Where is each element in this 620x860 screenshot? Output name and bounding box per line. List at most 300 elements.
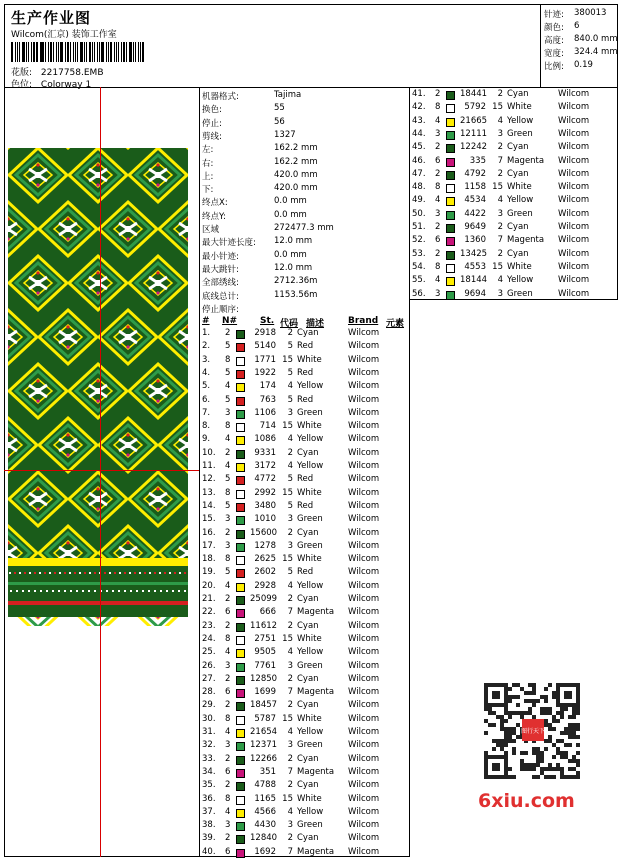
needle-number: 2: [225, 833, 231, 844]
spec-value: 56: [274, 116, 285, 127]
thread-brand: Wilcom: [348, 341, 380, 352]
border-stitch: [94, 590, 96, 592]
thread-brand: Wilcom: [348, 580, 380, 591]
barcode-bar: [101, 42, 104, 62]
thread-description: Magenta: [297, 607, 335, 618]
barcode-bar: [114, 42, 116, 62]
qr-module: [536, 775, 540, 779]
qr-module: [524, 699, 528, 703]
thread-code: 4: [287, 727, 293, 737]
qr-module: [528, 691, 532, 695]
motif-center: [35, 280, 41, 286]
qr-module: [532, 683, 536, 687]
stop-number: 22.: [202, 607, 216, 618]
stop-row: [202, 474, 408, 487]
thread-description: Cyan: [297, 328, 319, 338]
qr-module: [532, 767, 536, 771]
qr-module: [528, 763, 532, 767]
stop-row: [412, 235, 618, 248]
thread-description: Red: [297, 341, 314, 352]
motif-dot: [126, 217, 129, 220]
page-title: 生产作业图: [11, 9, 92, 27]
qr-module: [516, 711, 520, 715]
col-num: #: [202, 316, 210, 326]
thread-code: 3: [497, 288, 503, 299]
needle-number: 4: [225, 381, 231, 392]
qr-module: [572, 723, 576, 727]
stitch-count: 4422: [464, 208, 486, 219]
barcode-bar: [40, 42, 41, 62]
border-stitch: [16, 590, 18, 592]
qr-module: [512, 775, 516, 779]
border-stitch: [69, 572, 71, 574]
stop-number: 55.: [412, 275, 426, 286]
qr-module: [576, 771, 580, 775]
stitch-count: 11612: [250, 620, 278, 631]
stitch-count: 4792: [464, 168, 486, 179]
motif-dot: [126, 345, 129, 348]
qr-module: [500, 743, 504, 747]
stop-row: [412, 275, 618, 288]
motif-dot: [36, 163, 39, 166]
stitch-count: 1165: [254, 793, 276, 804]
qr-module: [572, 727, 576, 731]
thread-brand: Wilcom: [348, 753, 380, 764]
stitch-count: 3480: [254, 500, 276, 511]
thread-brand: Wilcom: [558, 102, 590, 113]
stitch-count: 18457: [250, 700, 278, 711]
qr-module: [540, 771, 544, 775]
stitch-count: 9331: [254, 447, 276, 458]
thread-description: Cyan: [507, 168, 529, 179]
stitch-count: 4788: [254, 780, 276, 791]
border-stitch: [124, 590, 126, 592]
color-swatch: [236, 516, 245, 525]
qr-module: [516, 695, 520, 699]
color-swatch: [236, 330, 245, 339]
stop-row: [202, 740, 408, 753]
stitch-count: 5792: [464, 102, 486, 113]
embroidery-design-preview: [8, 148, 188, 626]
color-swatch: [236, 569, 245, 578]
thread-code: 15: [492, 102, 503, 113]
stitch-count: 18144: [460, 275, 488, 286]
stop-row: [202, 501, 408, 514]
qr-module: [568, 731, 572, 735]
stop-number: 51.: [412, 222, 426, 232]
thread-description: Green: [297, 540, 323, 551]
motif-center: [8, 550, 11, 556]
qr-module: [504, 751, 508, 755]
spec-label: 全部绣线:: [202, 278, 239, 289]
qr-module: [540, 707, 544, 711]
thread-brand: Wilcom: [558, 115, 590, 126]
thread-description: Cyan: [297, 594, 319, 604]
qr-module: [552, 727, 556, 731]
thread-description: Cyan: [297, 753, 319, 764]
qr-module: [576, 743, 580, 747]
qr-module: [484, 719, 488, 723]
thread-code: 5: [287, 567, 293, 578]
stop-number: 13.: [202, 487, 216, 498]
qr-module: [556, 719, 560, 723]
qr-module: [508, 727, 512, 731]
color-swatch: [236, 463, 245, 472]
motif-dot: [156, 183, 159, 186]
qr-module: [492, 739, 496, 743]
qr-module: [500, 723, 504, 727]
thread-brand: Wilcom: [558, 182, 590, 193]
thread-brand: Wilcom: [348, 328, 380, 338]
qr-module: [540, 695, 544, 699]
barcode-bar: [28, 42, 29, 62]
stitch-count: 9694: [464, 288, 486, 299]
thread-description: Green: [507, 288, 533, 299]
needle-number: 2: [435, 248, 441, 259]
qr-module: [544, 775, 548, 779]
border-band: [8, 605, 188, 617]
stop-number: 25.: [202, 647, 216, 658]
qr-module: [504, 727, 508, 731]
thread-code: 3: [287, 514, 293, 525]
qr-module: [572, 755, 576, 759]
col-element: 元素: [386, 319, 405, 329]
motif-dot: [156, 163, 159, 166]
color-swatch: [236, 689, 245, 698]
thread-brand: Wilcom: [558, 275, 590, 286]
stop-row: [202, 368, 408, 381]
color-swatch: [446, 184, 455, 193]
thread-brand: Wilcom: [348, 820, 380, 831]
qr-module: [544, 739, 548, 743]
thread-brand: Wilcom: [348, 727, 380, 737]
motif-dot: [36, 271, 39, 274]
motif-center: [155, 496, 161, 502]
color-swatch: [236, 370, 245, 379]
stop-number: 28.: [202, 687, 216, 698]
qr-module: [548, 683, 552, 687]
summary-panel: [540, 4, 618, 88]
qr-module: [536, 763, 540, 767]
stitch-count: 2928: [254, 580, 276, 591]
spec-label: 上:: [202, 171, 214, 182]
needle-number: 2: [225, 594, 231, 604]
qr-finder: [492, 691, 500, 699]
thread-description: White: [507, 182, 532, 193]
thread-code: 2: [287, 594, 293, 604]
stitch-count: 1922: [254, 367, 276, 378]
border-stitch: [104, 572, 106, 574]
thread-code: 4: [287, 580, 293, 591]
qr-module: [564, 755, 568, 759]
stop-number: 42.: [412, 102, 426, 113]
qr-module: [576, 723, 580, 727]
thread-code: 7: [287, 687, 293, 698]
qr-module: [564, 731, 568, 735]
stitch-count: 2602: [254, 567, 276, 578]
qr-module: [536, 751, 540, 755]
stitch-count: 21654: [250, 727, 278, 737]
barcode-bar: [126, 42, 127, 62]
qr-module: [576, 775, 580, 779]
stop-number: 2.: [202, 341, 211, 352]
needle-number: 4: [435, 195, 441, 206]
spec-value: 420.0 mm: [274, 169, 318, 180]
stop-number: 29.: [202, 700, 216, 711]
barcode-bar: [50, 42, 52, 62]
needle-number: 8: [435, 182, 441, 193]
stop-number: 33.: [202, 753, 216, 764]
qr-module: [484, 751, 488, 755]
stop-row: [202, 514, 408, 527]
qr-module: [556, 763, 560, 767]
barcode-bar: [58, 42, 60, 62]
border-stitch: [46, 590, 48, 592]
qr-module: [500, 715, 504, 719]
color-swatch: [236, 849, 245, 858]
spec-label: 停止:: [202, 118, 222, 129]
thread-description: Red: [297, 500, 314, 511]
motif-center: [185, 442, 188, 448]
stop-number: 56.: [412, 288, 426, 299]
qr-badge-text: 图行天下: [520, 728, 546, 735]
motif-dot: [36, 379, 39, 382]
thread-description: Cyan: [297, 833, 319, 844]
qr-module: [520, 767, 524, 771]
needle-number: 4: [225, 461, 231, 471]
barcode-bar: [48, 42, 49, 62]
stop-row: [202, 687, 408, 700]
thread-code: 2: [287, 620, 293, 631]
thread-brand: Wilcom: [348, 713, 380, 724]
stitch-count: 2992: [254, 487, 276, 498]
thread-description: Green: [507, 208, 533, 219]
thread-description: Yellow: [297, 806, 324, 817]
thread-code: 4: [287, 647, 293, 658]
stop-row: [412, 289, 618, 302]
qr-module: [576, 751, 580, 755]
border-stitch: [144, 572, 146, 574]
stop-row: [412, 222, 618, 235]
thread-brand: Wilcom: [348, 500, 380, 511]
barcode-bar: [94, 42, 95, 62]
barcode-bar: [41, 42, 44, 62]
border-stitch: [112, 590, 114, 592]
stop-row: [202, 567, 408, 580]
stitch-count: 351: [259, 766, 276, 777]
motif-dot: [126, 237, 129, 240]
barcode-bar: [60, 42, 63, 62]
barcode-bar: [11, 42, 13, 62]
qr-module: [568, 775, 572, 779]
motif-center: [65, 550, 71, 556]
needle-number: 2: [225, 700, 231, 711]
qr-module: [532, 703, 536, 707]
color-swatch: [236, 503, 245, 512]
qr-module: [572, 707, 576, 711]
border-stitch: [179, 572, 181, 574]
barcode-bar: [129, 42, 132, 62]
qr-module: [560, 767, 564, 771]
thread-brand: Wilcom: [348, 620, 380, 631]
thread-description: Yellow: [297, 461, 324, 471]
thread-brand: Wilcom: [558, 235, 590, 246]
stop-number: 19.: [202, 567, 216, 578]
thread-code: 15: [282, 633, 293, 644]
qr-module: [576, 759, 580, 763]
qr-module: [560, 775, 564, 779]
thread-code: 7: [287, 607, 293, 618]
qr-module: [572, 759, 576, 763]
needle-number: 5: [225, 500, 231, 511]
border-stitch: [70, 590, 72, 592]
qr-module: [508, 715, 512, 719]
qr-module: [568, 727, 572, 731]
stop-number: 44.: [412, 128, 426, 139]
border-stitch: [119, 572, 121, 574]
thread-code: 7: [287, 766, 293, 777]
stitch-count: 5787: [254, 713, 276, 724]
color-swatch: [236, 636, 245, 645]
motif-center: [155, 388, 161, 394]
qr-module: [576, 727, 580, 731]
barcode-bar: [70, 42, 71, 62]
needle-number: 6: [435, 235, 441, 246]
stop-row: [202, 341, 408, 354]
summary-value: 840.0 mm: [574, 34, 618, 44]
qr-module: [552, 755, 556, 759]
summary-label: 针迹:: [544, 10, 564, 20]
color-swatch: [236, 716, 245, 725]
color-swatch: [446, 264, 455, 273]
thread-code: 2: [287, 753, 293, 764]
motif-center: [185, 334, 188, 340]
motif-dot: [36, 291, 39, 294]
motif-dot: [66, 541, 69, 544]
qr-module: [508, 687, 512, 691]
qr-module: [544, 719, 548, 723]
center-guide-horizontal: [4, 470, 200, 471]
needle-number: 3: [225, 820, 231, 831]
qr-module: [572, 767, 576, 771]
stitch-count: 4772: [254, 474, 276, 485]
motif-center: [8, 442, 11, 448]
barcode-bar: [92, 42, 93, 62]
stop-number: 45.: [412, 142, 426, 153]
qr-module: [552, 743, 556, 747]
qr-code: [478, 683, 586, 779]
motif-center: [155, 280, 161, 286]
color-swatch: [236, 796, 245, 805]
qr-module: [492, 747, 496, 751]
thread-brand: Wilcom: [348, 367, 380, 378]
barcode-bar: [53, 42, 54, 62]
border-stitch: [64, 590, 66, 592]
summary-value: 6: [574, 21, 580, 31]
thread-code: 3: [287, 740, 293, 751]
stop-row: [202, 727, 408, 740]
barcode-bar: [108, 42, 109, 62]
barcode-bar: [15, 42, 16, 62]
stop-number: 23.: [202, 620, 216, 631]
qr-module: [488, 707, 492, 711]
stop-row: [202, 714, 408, 727]
qr-module: [564, 707, 568, 711]
stitch-count: 714: [259, 421, 276, 432]
border-stitch: [39, 572, 41, 574]
stop-row: [202, 581, 408, 594]
motif-center: [155, 172, 161, 178]
border-band: [8, 601, 188, 605]
col-brand: Brand: [348, 316, 379, 326]
color-swatch: [446, 118, 455, 127]
color-swatch: [236, 596, 245, 605]
stop-row: [202, 541, 408, 554]
barcode-bar: [75, 42, 76, 62]
qr-module: [516, 735, 520, 739]
stop-number: 4.: [202, 367, 211, 378]
stop-number: 7.: [202, 407, 211, 418]
col-n: N#: [222, 316, 238, 326]
stop-number: 15.: [202, 514, 216, 525]
spec-value: 0.0 mm: [274, 196, 307, 207]
thread-description: White: [297, 713, 322, 724]
thread-description: Yellow: [297, 727, 324, 737]
border-stitch: [9, 572, 11, 574]
barcode-bar: [135, 42, 136, 62]
border-stitch: [54, 572, 56, 574]
qr-module: [532, 763, 536, 767]
qr-module: [548, 735, 552, 739]
border-stitch: [178, 590, 180, 592]
border-stitch: [76, 590, 78, 592]
stop-row: [202, 634, 408, 647]
summary-label: 颜色:: [544, 23, 564, 33]
thread-description: White: [297, 554, 322, 565]
stop-number: 8.: [202, 421, 211, 432]
stop-row: [202, 594, 408, 607]
barcode-bar: [89, 42, 91, 62]
thread-brand: Wilcom: [348, 846, 380, 857]
spec-label: 终点Y:: [202, 211, 226, 222]
stop-number: 30.: [202, 713, 216, 724]
barcode-bar: [19, 42, 21, 62]
color-swatch: [446, 211, 455, 220]
needle-number: 5: [225, 394, 231, 405]
motif-dot: [156, 271, 159, 274]
stop-row: [412, 89, 618, 102]
stop-row: [412, 209, 618, 222]
spec-label: 最大针迹长度:: [202, 238, 256, 249]
qr-module: [508, 731, 512, 735]
stop-number: 21.: [202, 594, 216, 604]
motif-center: [185, 226, 188, 232]
spec-label: 底线总计:: [202, 291, 239, 302]
border-stitch: [154, 572, 156, 574]
border-stitch: [124, 572, 126, 574]
barcode-bar: [26, 42, 27, 62]
qr-module: [488, 723, 492, 727]
motif-dot: [66, 453, 69, 456]
stitch-count: 18441: [460, 89, 488, 99]
needle-number: 3: [435, 288, 441, 299]
border-stitch: [74, 572, 76, 574]
thread-brand: Wilcom: [558, 261, 590, 272]
thread-brand: Wilcom: [558, 195, 590, 206]
color-swatch: [236, 769, 245, 778]
thread-brand: Wilcom: [348, 474, 380, 485]
stop-number: 1.: [202, 328, 211, 338]
